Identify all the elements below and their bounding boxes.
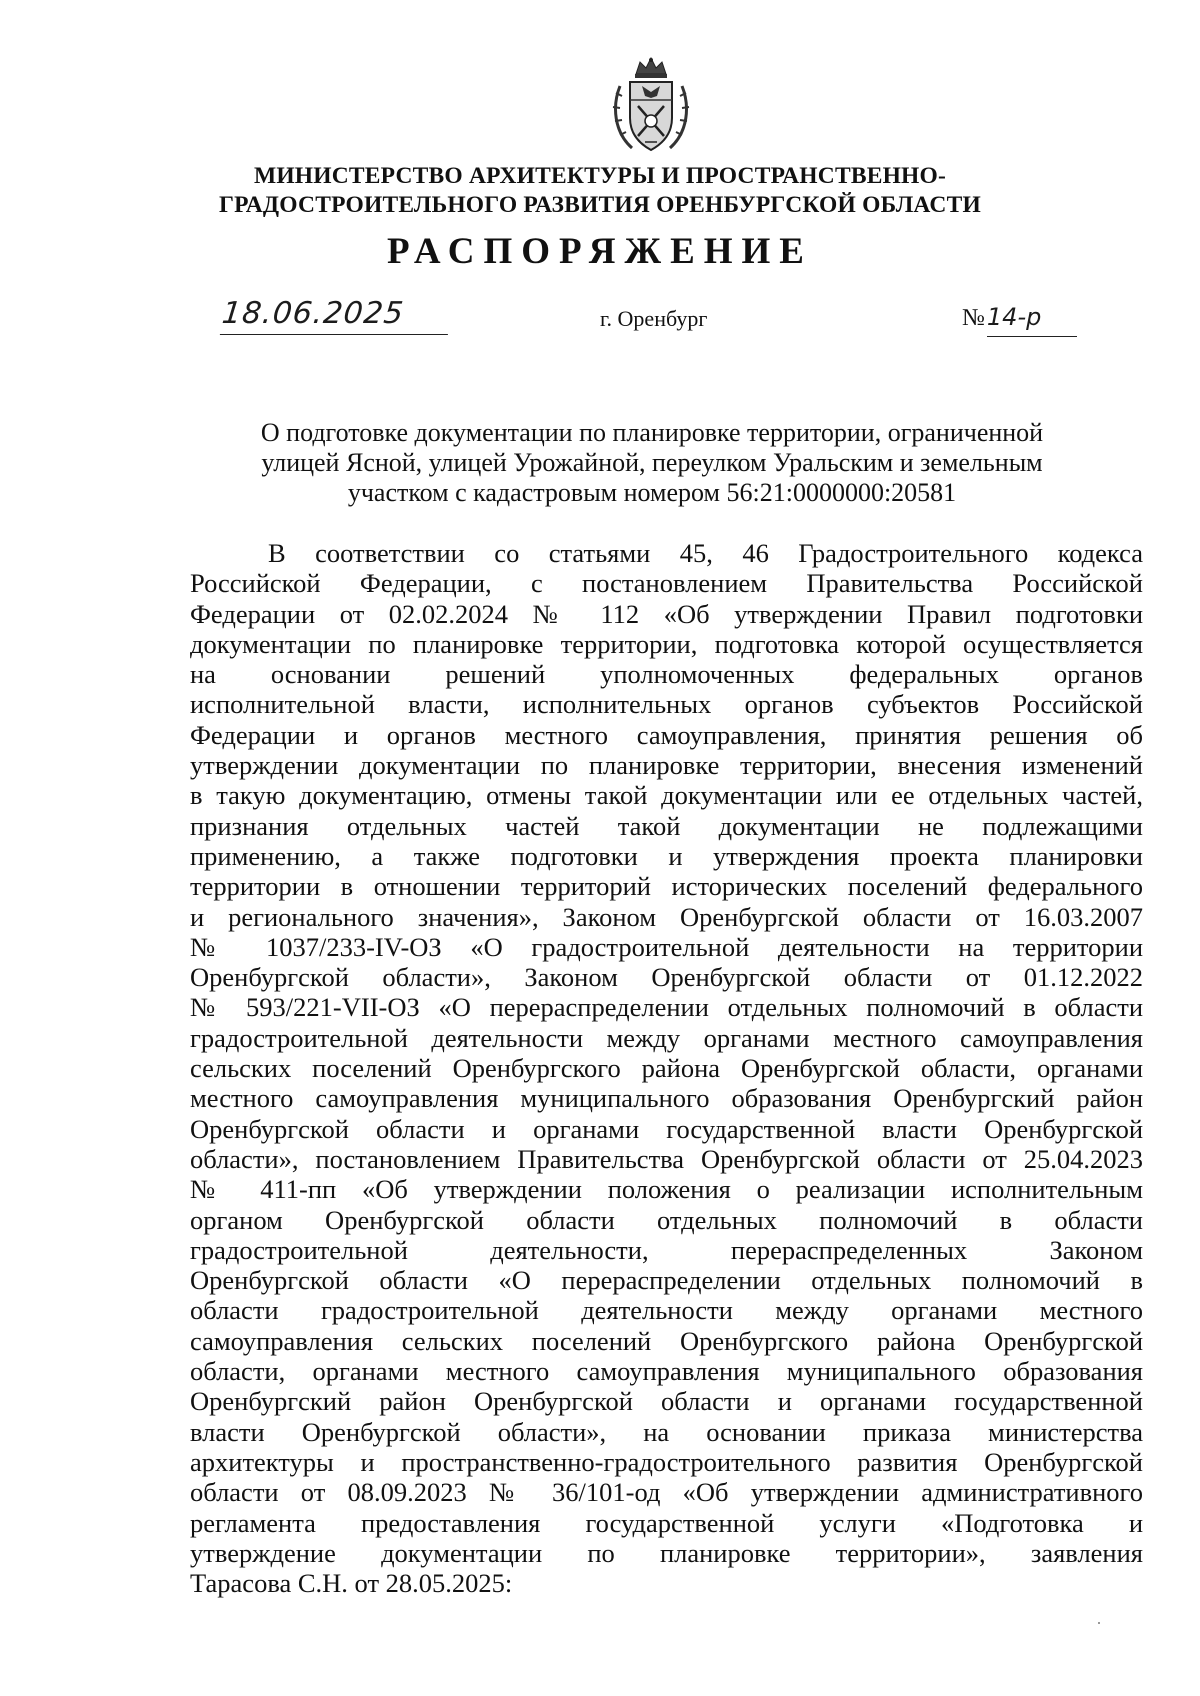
subject-line: участком с кадастровым номером 56:21:0000000:20581 [347, 478, 957, 507]
body-line: признания отдельных частей такой документации не подлежащими [190, 810, 1143, 841]
body-line: местного самоуправления муниципального образования Оренбургский район [190, 1083, 1143, 1114]
body-line: № 593/221-VII-ОЗ «О перераспределении отдельных полномочий в области [190, 992, 1143, 1023]
body-line: регламента предоставления государственной услуги «Подготовка и [190, 1507, 1143, 1538]
number-sign: № [962, 305, 985, 331]
body-line: на основании решений уполномоченных федеральных органов [190, 659, 1143, 690]
body-line: Оренбургский район Оренбургской области и органами государственной [190, 1386, 1143, 1417]
body-line: области от 08.09.2023 № 36/101-од «Об утверждении административного [190, 1477, 1143, 1508]
body-line: градостроительной деятельности между органами местного самоуправления [190, 1022, 1143, 1053]
body-line: № 1037/233-IV-ОЗ «О градостроительной деятельности на территории [190, 931, 1143, 962]
document-city: г. Оренбург [600, 306, 708, 331]
body-line: области», постановлением Правительства Оренбургской области от 25.04.2023 [190, 1143, 1143, 1174]
ministry-name [150, 162, 1050, 220]
body-line: применению, а также подготовки и утверждения проекта планировки [190, 840, 1143, 871]
ministry-name-line-2: ГРАДОСТРОИТЕЛЬНОГО РАЗВИТИЯ ОРЕНБУРГСКОЙ ОБЛАСТИ [219, 192, 981, 218]
coat-of-arms-icon [608, 56, 694, 156]
body-line: власти Оренбургской области», на основании приказа министерства [190, 1416, 1143, 1447]
body-line: органом Оренбургской области отдельных полномочий в области [190, 1204, 1143, 1235]
body-line: В соответствии со статьями 45, 46 Градостроительного кодекса [268, 538, 1143, 568]
body-line: Оренбургской области и органами государственной власти Оренбургской [190, 1113, 1143, 1144]
document-number [962, 298, 1077, 336]
body-line: градостроительной деятельности, перераспределенных Законом [190, 1234, 1143, 1265]
body-line: Оренбургской области», Законом Оренбургской области от 01.12.2022 [190, 962, 1143, 993]
document-subject [212, 418, 1092, 508]
body-line: Федерации и органов местного самоуправления, принятия решения об [190, 719, 1143, 750]
document-date: 18.06.2025 [220, 294, 452, 335]
document-body [190, 538, 1143, 1598]
body-line: документации по планировке территории, подготовка которой осуществляется [190, 628, 1143, 659]
document-type-title: РАСПОРЯЖЕНИЕ [386, 231, 813, 272]
scan-speck [1098, 1622, 1100, 1624]
body-line: Тарасова С.Н. от 28.05.2025: [190, 1568, 513, 1599]
body-line: утверждение документации по планировке территории», заявления [190, 1537, 1143, 1568]
body-line: № 411-пп «Об утверждении положения о реализации исполнительным [190, 1174, 1143, 1205]
body-line: Оренбургской области «О перераспределении отдельных полномочий в [190, 1265, 1143, 1296]
body-line: сельских поселений Оренбургского района Оренбургской области, органами [190, 1053, 1143, 1084]
body-line: области, органами местного самоуправления муниципального образования [190, 1356, 1143, 1387]
body-line: утверждении документации по планировке территории, внесения изменений [190, 750, 1143, 781]
body-line: области градостроительной деятельности между органами местного [190, 1295, 1143, 1326]
ministry-name-line-1: МИНИСТЕРСТВО АРХИТЕКТУРЫ И ПРОСТРАНСТВЕННО- [253, 163, 947, 189]
body-line: территории в отношении территорий исторических поселений федерального [190, 871, 1143, 902]
subject-line: улицей Ясной, улицей Урожайной, переулком Уральским и земельным [261, 448, 1043, 477]
body-line: Российской Федерации, с постановлением Правительства Российской [190, 568, 1143, 599]
body-line: исполнительной власти, исполнительных органов субъектов Российской [190, 689, 1143, 720]
body-line: архитектуры и пространственно-градостроительного развития Оренбургской [190, 1446, 1143, 1477]
body-line: Федерации от 02.02.2024 № 112 «Об утверждении Правил подготовки [190, 598, 1143, 629]
subject-line: О подготовке документации по планировке территории, ограниченной [260, 418, 1044, 447]
body-line: и регионального значения», Законом Оренбургской области от 16.03.2007 [190, 901, 1143, 932]
number-value: 14-р [987, 298, 1077, 337]
body-line: самоуправления сельских поселений Оренбургского района Оренбургской [190, 1325, 1143, 1356]
body-line: в такую документацию, отмены такой документации или ее отдельных частей, [190, 780, 1143, 811]
